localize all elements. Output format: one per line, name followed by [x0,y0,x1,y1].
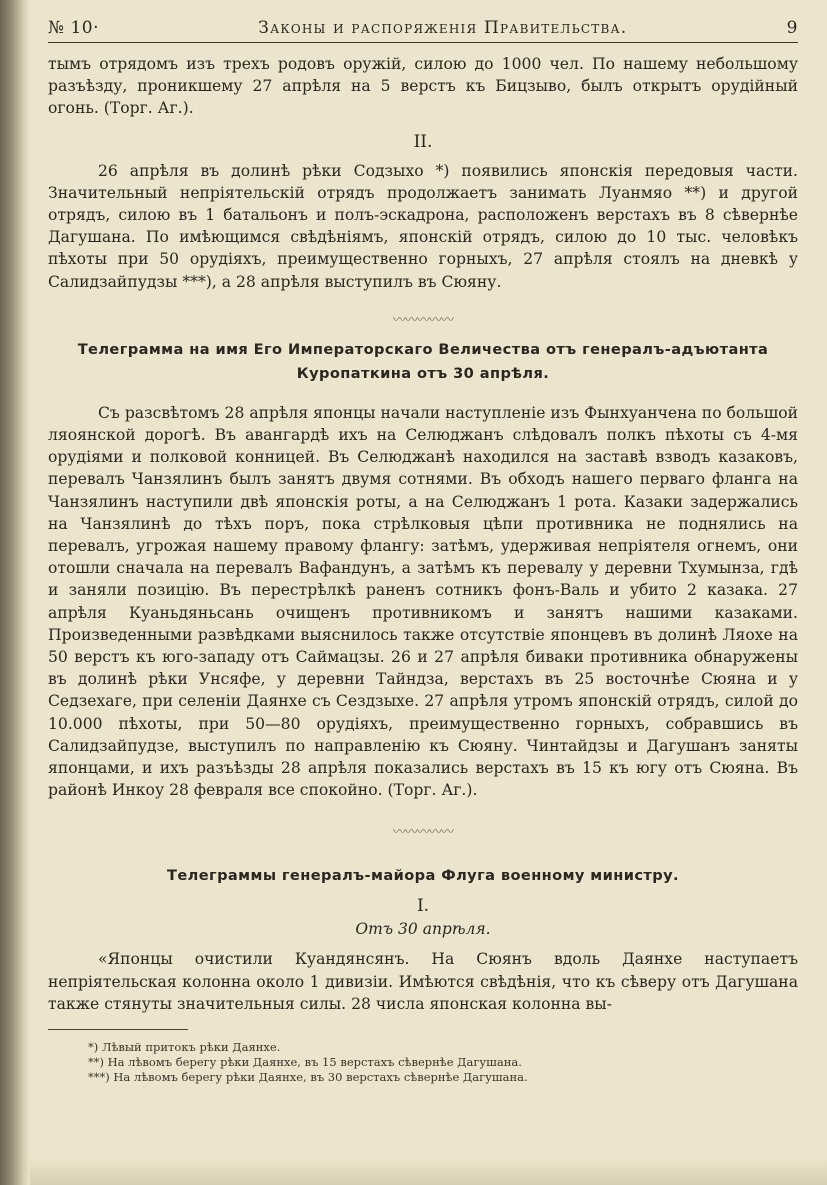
footnote-2: **) На лѣвомъ берегу рѣки Даянхе, въ 15 верстахъ сѣвернѣе Дагушана. [88,1055,522,1070]
footnote-1: *) Лѣвый притокъ рѣки Даянхе. [88,1040,281,1055]
book-binding-shadow [0,0,30,1185]
telegram-flug-text: «Японцы очистили Куандянсянъ. На Сюянъ вдоль Даянхе наступаетъ непріятельская колонна около 1 дивизіи. Имѣются свѣдѣнія, что къ сѣверу отъ Дагушана также стянуты значительныя силы. 28 числа японская колонна вы- [48,950,798,1013]
footnote-3: ***) На лѣвомъ берегу рѣки Даянхе, въ 30 верстахъ сѣвернѣе Дагушана. [88,1070,528,1085]
page-bottom-edge [30,1158,827,1185]
section-separator: 〰〰〰〰〰 [392,312,453,328]
paragraph-ii: 26 апрѣля въ долинѣ рѣки Содзыхо *) появились японскія передовыя части. Значительный непріятельскій отрядъ продолжаетъ занимать Луанмяо **) и другой отрядъ, силою въ 1 батальонъ и полъ-эскадрона, расположенъ верстахъ въ 8 сѣвернѣе Дагушана. По имѣющимся свѣдѣніямъ, японскій отрядъ, силою до 10 тыс. человѣкъ пѣхоты при 50 орудіяхъ, преимущественно горныхъ, 27 апрѣля стоялъ на дневкѣ у Салидзайпудзы ***), а 28 апрѣля выступилъ въ Сюяну. [48,161,798,291]
issue-number: № 10· [48,18,100,38]
document-page [48,18,798,1085]
section-separator-2: 〰〰〰〰〰 [392,825,453,841]
running-title: Законы и распоряженія Правительства. [258,18,628,38]
footnotes [48,1040,798,1085]
section-number-i: I. [416,896,430,917]
footnote-rule [48,1029,188,1030]
page-header [48,18,798,43]
telegram-date: Отъ 30 апрѣля. [355,920,491,939]
section-number-ii: II. [413,131,433,152]
telegram-heading-kuropatkin: Телеграмма на имя Его Императорскаго Величества отъ генералъ-адъютанта Куропаткина отъ 30 апрѣля. [77,340,769,382]
telegram-kuropatkin-text: Съ разсвѣтомъ 28 апрѣля японцы начали наступленіе изъ Фынхуанчена по большой ляоянской дорогѣ. Въ авангардѣ ихъ на Селюджанъ слѣдовалъ полкъ пѣхоты съ 4-мя орудіями и полковой конницей. Въ Селюджанѣ находился на заставѣ взводъ казаковъ, перевалъ Чанзялинъ былъ занятъ двумя сотнями. Въ обходъ нашего перваго фланга на Чанзялинъ наступили двѣ японскія роты, а на Селюджанъ 1 рота. Казаки задержались на Чанзялинѣ до тѣхъ поръ, пока стрѣлковыя цѣпи противника не поднялись на перевалъ, угрожая нашему правому флангу: затѣмъ, удерживая непріятеля огнемъ, они отошли сначала на перевалъ Вафандунъ, а затѣмъ къ перевалу у деревни Тхумынза, гдѣ и заняли позицію. Въ перестрѣлкѣ раненъ сотникъ фонъ-Валь и убито 2 казака. 27 апрѣля Куаньдяньсань очищенъ противникомъ и занятъ нашими казаками. Произведенными развѣдками выяснилось также отсутствіе японцевъ въ долинѣ Ляохе на 50 верстъ къ юго-западу отъ Саймацзы. 26 и 27 апрѣля биваки противника обнаружены въ долинѣ рѣки Унсяфе, у деревни Тайндза, верстахъ въ 25 восточнѣе Сюяна и у Седзехаге, при селеніи Даянхе съ Сездзыхе. 27 апрѣля утромъ японскій отрядъ, силой до 10.000 пѣхоты, при 50—80 орудіяхъ, преимущественно горныхъ, собравшись въ Салидзайпудзе, выступилъ по направленію къ Сюяну. Чинтайдзы и Дагушанъ заняты японцами, и ихъ разъѣзды 28 апрѣля показались верстахъ въ 15 къ югу отъ Сюяна. Въ районѣ Инкоу 28 февраля все спокойно. (Торг. Аг.). [48,403,798,800]
telegram-heading-flug: Телеграммы генералъ-майора Флуга военному министру. [167,867,679,885]
page-number: 9 [786,18,798,38]
continued-paragraph: тымъ отрядомъ изъ трехъ родовъ оружій, силою до 1000 чел. По нашему небольшому разъѣзду, проникшему 27 апрѣля на 5 верстъ къ Бицзыво, былъ открытъ орудійный огонь. (Торг. Аг.). [48,55,798,118]
